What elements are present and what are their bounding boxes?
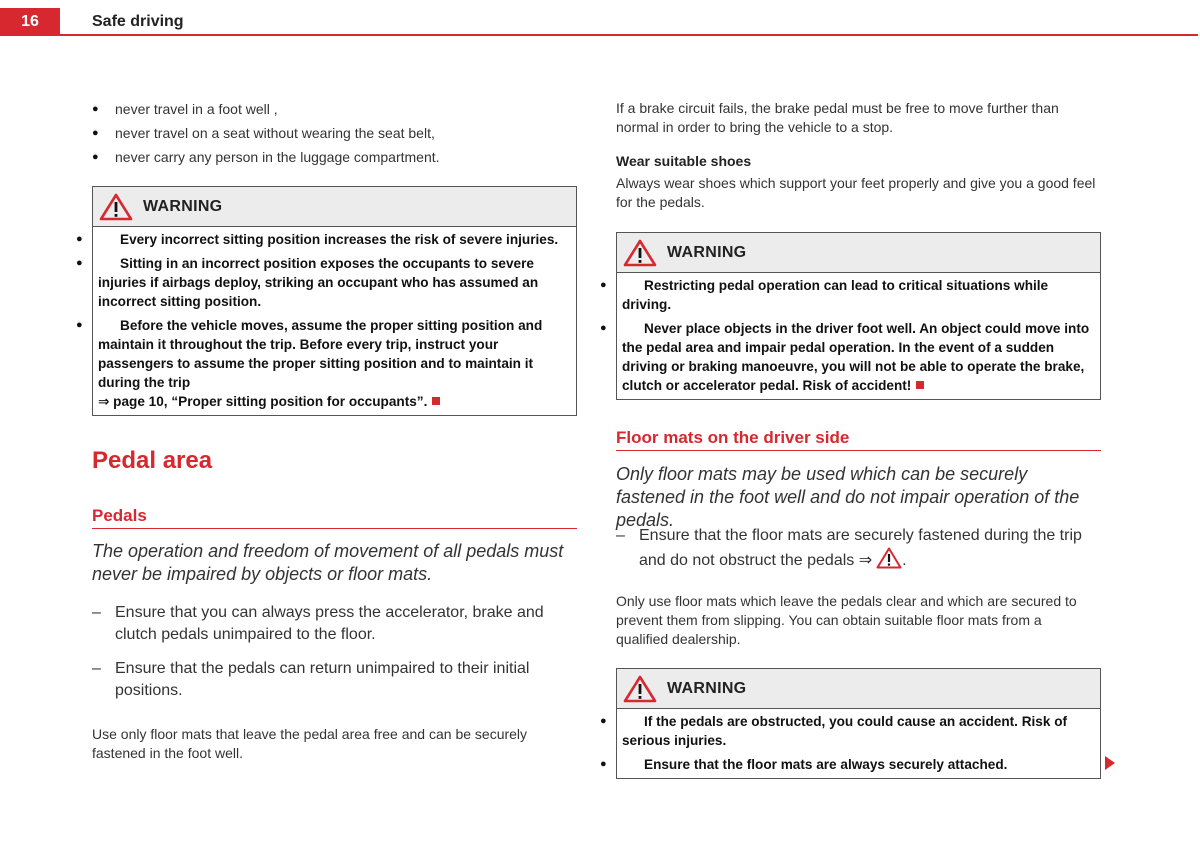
warning-item-text: Sitting in an incorrect position exposes the occupants to severe injuries if airbags deploy, striking an occupant who has assumed an incorrect sitting position. xyxy=(98,256,539,309)
warning-item-text: Before the vehicle moves, assume the proper sitting position and maintain it throughout the trip. Before every trip, instruct your passengers to assume the proper sitting position and to maintain it during the trip xyxy=(98,318,543,390)
list-item: ● never carry any person in the luggage compartment. xyxy=(92,145,577,169)
next-page-arrow-icon[interactable] xyxy=(1104,755,1116,771)
warning-title: WARNING xyxy=(143,197,223,215)
pedals-note: Use only floor mats that leave the pedal area free and can be securely fastened in the foot well. xyxy=(92,726,528,761)
warning-item-text: If the pedals are obstructed, you could cause an accident. Risk of serious injuries. xyxy=(622,714,1068,748)
warning-item xyxy=(98,230,572,249)
floor-mats-step-end: . xyxy=(902,552,907,569)
warning-body xyxy=(617,273,1100,399)
warning-item-text: Every incorrect sitting position increases the risk of severe injuries. xyxy=(120,232,559,247)
warning-item xyxy=(622,755,1096,774)
warning-body xyxy=(93,227,576,415)
subsection-rule xyxy=(92,528,577,529)
warning-triangle-icon xyxy=(99,193,133,221)
warning-title: WARNING xyxy=(667,679,747,697)
floor-mats-step-text: Ensure that the floor mats are securely fastened during the trip and do not obstruct the pedals xyxy=(639,527,1082,569)
section-header-title: Safe driving xyxy=(92,13,184,30)
pedals-step-1: – Ensure that you can always press the accelerator, brake and clutch pedals unimpaired to the floor. xyxy=(92,602,577,646)
floor-mats-note: Only use floor mats which leave the pedals clear and which are secured to prevent them from slipping. You can obtain suitable floor mats from a qualified dealership. xyxy=(616,593,1077,647)
list-item: ● never travel in a foot well , xyxy=(92,97,577,121)
warning-body xyxy=(617,709,1100,778)
floor-mats-step xyxy=(616,525,1101,572)
header-rule xyxy=(60,34,1198,36)
warning-triangle-icon[interactable] xyxy=(876,547,902,569)
pedals-lead-text: The operation and freedom of movement of all pedals must never be impaired by objects or floor mats. xyxy=(92,541,564,584)
warning-header xyxy=(617,669,1100,709)
warning-box-pedal-operation xyxy=(616,232,1101,400)
warning-header xyxy=(93,187,576,227)
page-header xyxy=(0,0,1200,36)
shoes-paragraph: Always wear shoes which support your feet properly and give you a good feel for the pedals. xyxy=(616,175,1096,210)
warning-item xyxy=(622,276,1096,314)
warning-triangle-icon xyxy=(623,239,657,267)
subsection-title-floor-mats: Floor mats on the driver side xyxy=(616,428,850,447)
brake-circuit-paragraph: If a brake circuit fails, the brake pedal must be free to move further than normal in order to bring the vehicle to a stop. xyxy=(616,100,1059,135)
reference-arrow: ⇒ xyxy=(98,394,110,409)
subsection-title-pedals: Pedals xyxy=(92,506,147,525)
page-reference-link[interactable]: page 10, “Proper sitting position for occupants”. xyxy=(113,394,428,409)
warning-item-text: Ensure that the floor mats are always securely attached. xyxy=(644,757,1008,772)
warning-item-text: Never place objects in the driver foot well. An object could move into the pedal area and impair pedal operation. In the event of a sudden driving or braking manoeuvre, you will not be able to operate the brake, clutch or accelerator pedal. Risk of accident! xyxy=(622,321,1090,393)
list-item: ● never travel on a seat without wearing the seat belt, xyxy=(92,121,577,145)
warning-item-text: Restricting pedal operation can lead to critical situations while driving. xyxy=(622,278,1049,312)
warning-item xyxy=(622,712,1096,750)
shoes-heading: Wear suitable shoes xyxy=(616,153,752,169)
subsection-rule xyxy=(616,450,1101,451)
section-title-pedal-area: Pedal area xyxy=(92,447,213,474)
warning-title: WARNING xyxy=(667,243,747,261)
warning-triangle-icon xyxy=(623,675,657,703)
warning-box-sitting xyxy=(92,186,577,416)
warning-header xyxy=(617,233,1100,273)
pedals-step-2: – Ensure that the pedals can return unimpaired to their initial positions. xyxy=(92,658,577,702)
warning-item xyxy=(98,316,572,411)
reference-arrow: ⇒ xyxy=(858,552,873,569)
page-number: 16 xyxy=(0,8,60,36)
floor-mats-lead-text: Only floor mats may be used which can be securely fastened in the foot well and do not impair operation of the pedals. xyxy=(616,464,1080,530)
warning-item xyxy=(98,254,572,311)
end-of-section-mark xyxy=(916,381,924,389)
warning-box-floor-mats xyxy=(616,668,1101,779)
occupant-rules-list xyxy=(92,97,577,169)
end-of-section-mark xyxy=(432,397,440,405)
warning-item xyxy=(622,319,1096,395)
